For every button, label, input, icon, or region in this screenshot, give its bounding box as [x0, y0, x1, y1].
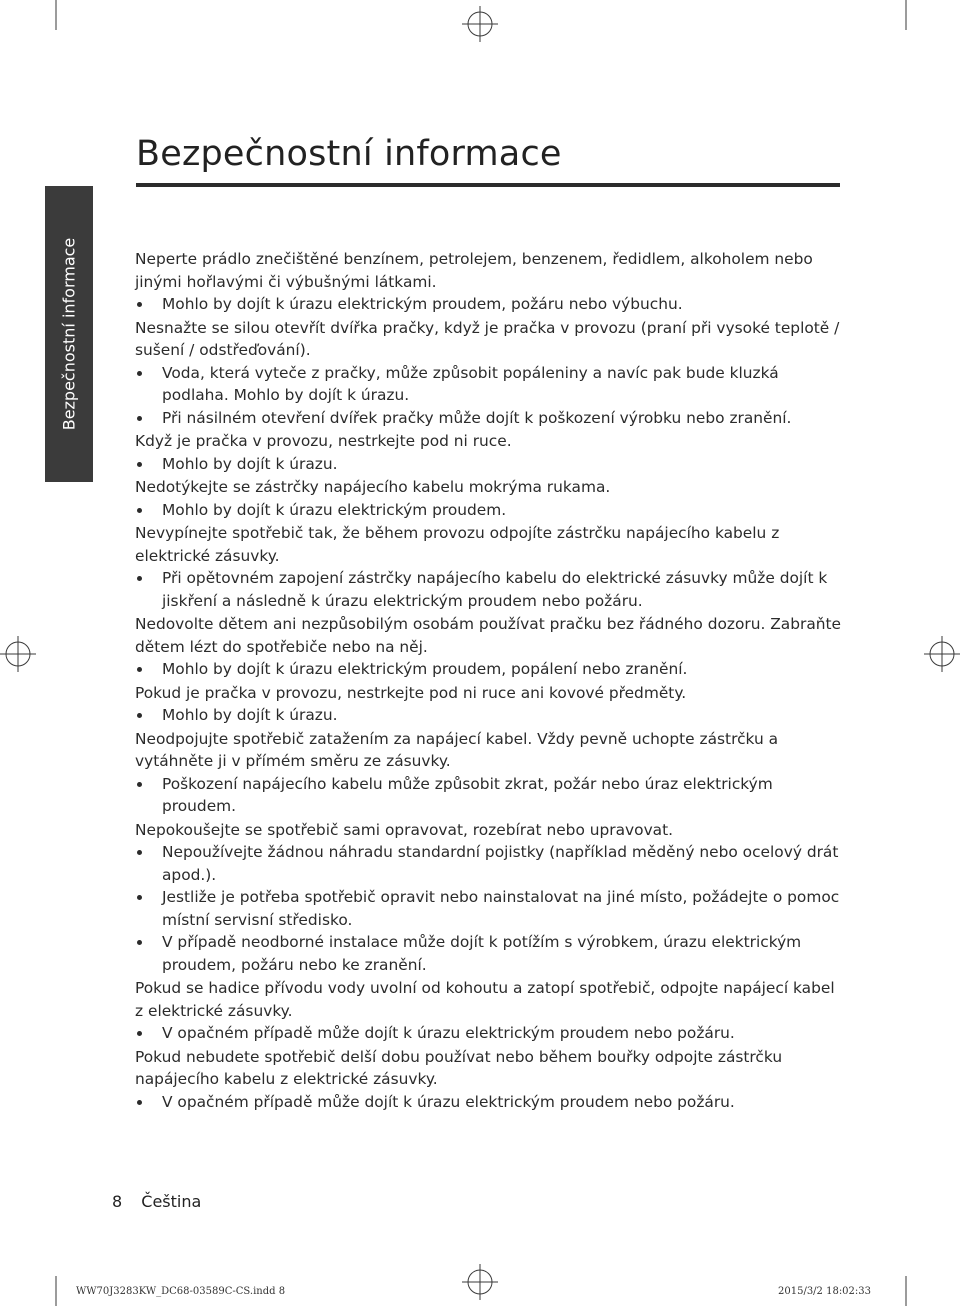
safety-consequence: V opačném případě může dojít k úrazu elektrickým proudem nebo požáru. [135, 1091, 845, 1114]
print-slug-file: WW70J3283KW_DC68-03589C-CS.indd 8 [76, 1286, 286, 1297]
safety-consequence: Mohlo by dojít k úrazu elektrickým proudem, požáru nebo výbuchu. [135, 293, 845, 316]
safety-instruction: Neperte prádlo znečištěné benzínem, petrolejem, benzenem, ředidlem, alkoholem nebo jinými hořlavými či výbušnými látkami. [135, 250, 813, 291]
safety-instruction: Nesnažte se silou otevřít dvířka pračky, když je pračka v provozu (praní při vysoké teplotě / sušení / odstřeďování). [135, 318, 840, 359]
safety-item [135, 248, 845, 316]
registration-mark-left [0, 636, 36, 672]
safety-consequence: V případě neodborné instalace může dojít k potížím s výrobkem, úrazu elektrickým proudem, požáru nebo ke zranění. [135, 931, 845, 976]
safety-item [135, 819, 845, 977]
safety-consequence: Při opětovném zapojení zástrčky napájecího kabelu do elektrické zásuvky může dojít k jiskření a následně k úrazu elektrickým proudem nebo požáru. [135, 567, 845, 612]
safety-instruction: Nepokoušejte se spotřebič sami opravovat, rozebírat nebo upravovat. [135, 820, 674, 839]
safety-instruction: Pokud je pračka v provozu, nestrkejte pod ni ruce ani kovové předměty. [135, 683, 687, 702]
safety-instruction: Nedotýkejte se zástrčky napájecího kabelu mokrýma rukama. [135, 478, 611, 496]
safety-consequence: V opačném případě může dojít k úrazu elektrickým proudem nebo požáru. [135, 1022, 845, 1045]
safety-item [135, 317, 845, 430]
safety-instruction: Pokud se hadice přívodu vody uvolní od kohoutu a zatopí spotřebič, odpojte napájecí kabel z elektrické zásuvky. [135, 979, 835, 1020]
safety-item [135, 476, 845, 521]
title-underline [136, 183, 840, 187]
crop-mark-bottom-right [900, 1276, 912, 1306]
safety-consequence: Mohlo by dojít k úrazu. [135, 704, 845, 727]
safety-consequence: Poškození napájecího kabelu může způsobit zkrat, požár nebo úraz elektrickým proudem. [135, 773, 845, 818]
registration-mark-top [462, 6, 498, 42]
safety-item [135, 1046, 845, 1114]
page-title: Bezpečnostní informace [136, 134, 562, 174]
safety-item [135, 522, 845, 612]
page-footer [112, 1192, 201, 1211]
footer-language: Čeština [141, 1192, 202, 1211]
chapter-side-tab-label: Bezpečnostní informace [59, 237, 79, 431]
safety-consequence: Při násilném otevření dvířek pračky může dojít k poškození výrobku nebo zranění. [135, 407, 845, 430]
safety-consequence: Jestliže je potřeba spotřebič opravit nebo nainstalovat na jiné místo, požádejte o pomoc místní servisní středisko. [135, 886, 845, 931]
safety-instruction: Nedovolte dětem ani nezpůsobilým osobám používat pračku bez řádného dozoru. Zabraňte dětem lézt do spotřebiče nebo na něj. [135, 615, 842, 656]
safety-item [135, 977, 845, 1045]
safety-consequence: Mohlo by dojít k úrazu elektrickým proudem, popálení nebo zranění. [135, 658, 845, 681]
crop-mark-bottom-left [50, 1276, 62, 1306]
safety-item [135, 682, 845, 727]
safety-consequence: Mohlo by dojít k úrazu elektrickým proudem. [135, 499, 845, 522]
safety-consequence: Voda, která vyteče z pračky, může způsobit popáleniny a navíc pak bude kluzká podlaha. Mohlo by dojít k úrazu. [135, 362, 845, 407]
crop-mark-top-left [50, 0, 62, 30]
chapter-side-tab [45, 186, 93, 482]
page-number: 8 [112, 1192, 123, 1211]
registration-mark-bottom [462, 1264, 498, 1300]
crop-mark-top-right [900, 0, 912, 30]
safety-content [135, 248, 845, 1113]
safety-consequence: Mohlo by dojít k úrazu. [135, 453, 845, 476]
safety-item [135, 613, 845, 681]
safety-instruction: Nevypínejte spotřebič tak, že během provozu odpojíte zástrčku napájecího kabelu z elektrické zásuvky. [135, 524, 780, 565]
safety-instruction: Pokud nebudete spotřebič delší dobu používat nebo během bouřky odpojte zástrčku napájecího kabelu z elektrické zásuvky. [135, 1047, 783, 1088]
safety-item [135, 728, 845, 818]
registration-mark-right [924, 636, 960, 672]
safety-instruction: Neodpojujte spotřebič zatažením za napájecí kabel. Vždy pevně uchopte zástrčku a vytáhněte ji v přímém směru ze zásuvky. [135, 729, 779, 770]
safety-instruction: Když je pračka v provozu, nestrkejte pod ni ruce. [135, 432, 512, 450]
safety-item [135, 430, 845, 475]
print-slug-date: 2015/3/2 18:02:33 [778, 1286, 872, 1297]
safety-consequence: Nepoužívejte žádnou náhradu standardní pojistky (například měděný nebo ocelový drát apod.). [135, 841, 845, 886]
